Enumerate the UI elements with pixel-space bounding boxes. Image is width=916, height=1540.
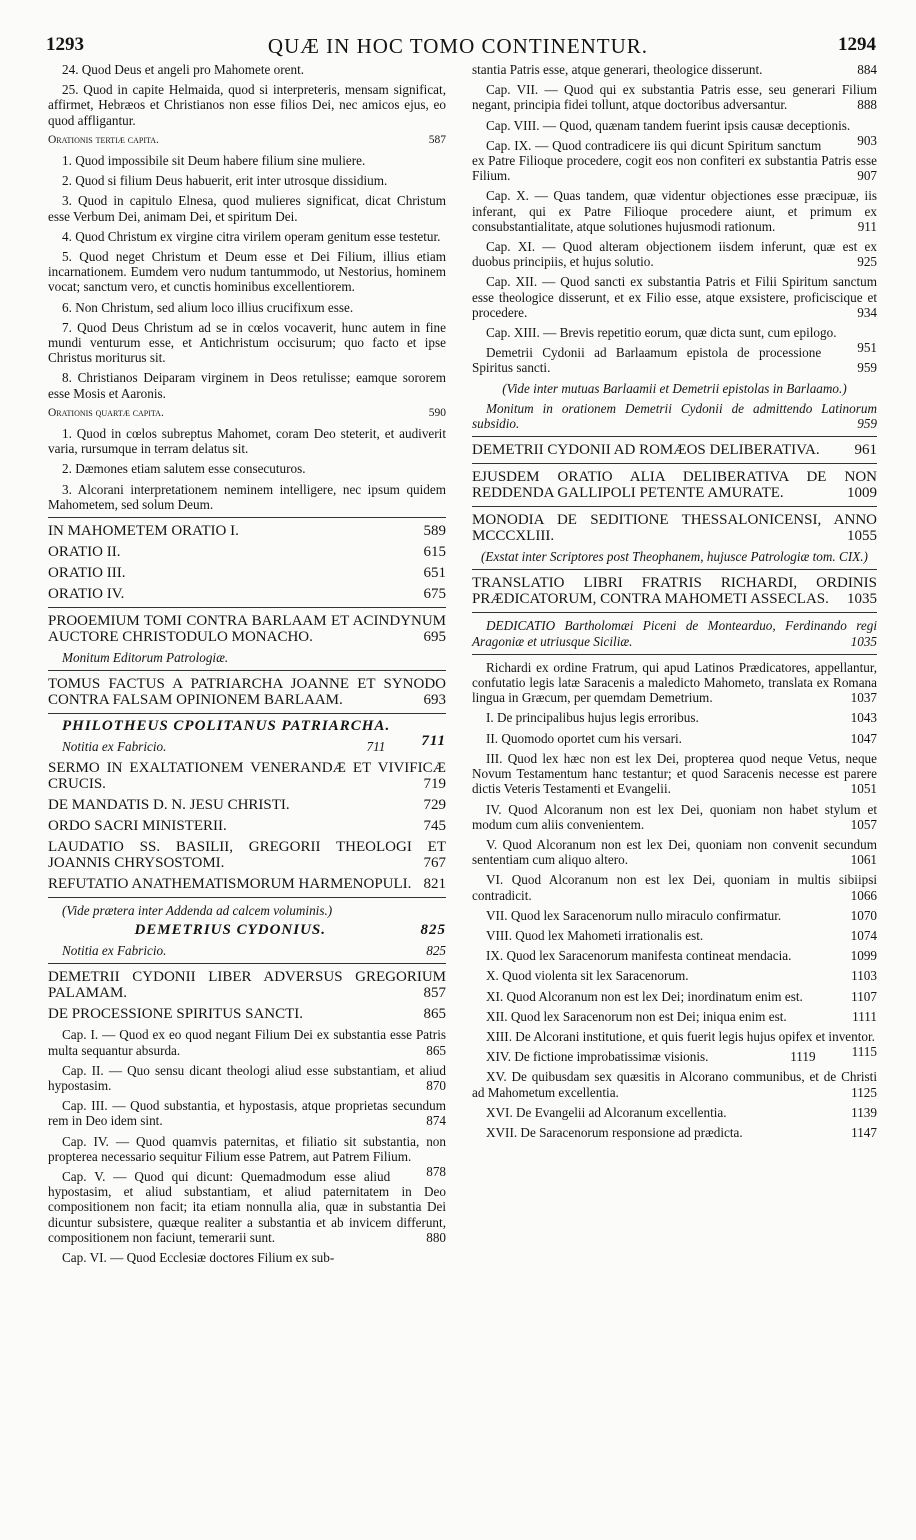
toc-entry — [48, 193, 446, 223]
toc-entry — [472, 549, 877, 564]
toc-entry-text: 3. Alcorani interpretationem neminem intelligere, nec ipsum quidem Mahometem, sed solum Deum. — [48, 481, 446, 512]
section-rule — [48, 607, 446, 608]
toc-page-number: 590 — [428, 406, 446, 419]
toc-page-number: 1107 — [851, 988, 877, 1004]
toc-entry-text: Cap. X. — Quas tandem, quæ videntur objectiones esse præcipuæ, iis inferant, qui ex Patre Filioque procedere aiunt, et primum ex consubstantialitate, atque solutiones hujusmodi rationum. 911 — [472, 188, 877, 234]
toc-entry-text: DEMETRII CYDONII LIBER ADVERSUS GREGORIUM PALAMAM. 857 — [48, 969, 446, 1002]
toc-page-number: 825 — [420, 921, 446, 938]
toc-entry-text: MONODIA DE SEDITIONE THESSALONICENSI, ANNO MCCCXLIII. 1055 — [472, 512, 877, 545]
toc-entry-text: SERMO IN EXALTATIONEM VENERANDÆ ET VIVIFICÆ CRUCIS. 719 — [48, 759, 446, 792]
right-column — [472, 62, 877, 1145]
toc-page-number: 1070 — [850, 907, 877, 923]
toc-entry-text: Cap. XI. — Quod alteram objectionem iisdem inferunt, quæ est ex duobus principiis, et hujus solutio. 925 — [472, 239, 877, 270]
toc-entry — [48, 173, 446, 188]
toc-entry — [472, 469, 877, 501]
toc-entry — [48, 461, 446, 476]
toc-entry-text: 25. Quod in capite Helmaida, quod si interpreteris, mensam significat, affirmet, Hebræos et Christianos non esse filios Dei, nec amicos ejus, eo quod affligantur. — [48, 82, 446, 128]
toc-page-number: 1111 — [852, 1008, 877, 1024]
toc-page-number: 711 — [421, 733, 446, 750]
toc-entry — [472, 751, 877, 797]
toc-entry-text: 7. Quod Deus Christum ad se in cœlos vocaverit, hunc autem in fine mundi venturum esse, et Antichristum occisurum; quo facto et ipse Christus moriturus sit. — [48, 319, 446, 366]
toc-entry-text: Cap. I. — Quod ex eo quod negant Filium Dei ex substantia esse Patris multa sequantur absurda. 865 — [48, 1027, 446, 1058]
toc-page-number: 934 — [857, 304, 877, 320]
toc-entry-text: ORATIO II. 615 — [48, 544, 446, 561]
toc-entry — [48, 1098, 446, 1128]
toc-entry — [472, 837, 877, 867]
toc-page-number: 711 — [366, 739, 386, 755]
toc-page-number: 865 — [426, 1042, 446, 1058]
toc-entry-text: VII. Quod lex Saracenorum nullo miraculo confirmatur. 1070 — [486, 907, 877, 923]
running-header — [0, 34, 916, 60]
toc-entry — [48, 406, 446, 421]
toc-entry — [48, 249, 446, 295]
page-number-left: 1293 — [46, 34, 84, 55]
toc-entry — [472, 401, 877, 431]
toc-entry — [48, 876, 446, 892]
toc-page-number: 888 — [857, 97, 877, 113]
toc-page-number: 767 — [423, 854, 446, 871]
section-rule — [472, 463, 877, 464]
section-rule — [472, 436, 877, 437]
toc-entry — [48, 1133, 446, 1179]
toc-entry-text: 8. Christianos Deiparam virginem in Deos retulisse; eamque sororem esse Mosis et Aaronis. — [48, 370, 446, 401]
toc-page-number: 1009 — [847, 485, 877, 502]
toc-entry-text: Richardi ex ordine Fratrum, qui apud Latinos Prædicatores, appellantur, confutatio legis latæ Saracenis a maledicto Mahometo, translata ex Romana lingua in Græcum, per quemdam Demetrium. 1037 — [472, 659, 877, 706]
toc-entry — [472, 188, 877, 234]
toc-entry-text: ORATIO IV. 675 — [48, 586, 446, 603]
toc-entry-text: PROOEMIUM TOMI CONTRA BARLAAM ET ACINDYNUM AUCTORE CHRISTODULO MONACHO. 695 — [48, 613, 446, 646]
toc-entry-text: TRANSLATIO LIBRI FRATRIS RICHARDI, ORDINIS PRÆDICATORUM, CONTRA MAHOMETI ASSECLAS. 1035 — [472, 575, 877, 608]
toc-entry — [48, 229, 446, 244]
toc-entry-text: VI. Quod Alcoranum non est lex Dei, quoniam in multis sibiipsi contradicit. 1066 — [472, 872, 877, 903]
toc-entry — [472, 325, 877, 356]
toc-entry-text: Monitum in orationem Demetrii Cydonii de admittendo Latinorum subsidio. 959 — [472, 400, 877, 432]
toc-entry-text: V. Quod Alcoranum non est lex Dei, quoniam non convenit secundum sententiam cum aliquo altero. 1061 — [472, 836, 877, 868]
toc-entry — [472, 948, 877, 963]
section-rule — [48, 897, 446, 898]
toc-entry-text: 2. Quod si filium Deus habuerit, erit inter utrosque dissidium. — [62, 173, 388, 189]
toc-entry-text: 5. Quod neget Christum et Deum esse et Dei Filium, illius etiam incarnationem. Eumdem vero nudum tantummodo, ut Nestorius, hominem vocat; sanctum vero, et cunctis hominibus excellentiorem. — [48, 249, 446, 295]
toc-entry-text: (Vide prætera inter Addenda ad calcem voluminis.) — [62, 902, 333, 918]
toc-entry-text: IV. Quod Alcoranum non est lex Dei, quoniam non habet stylum et modum cum aliis convenientem. 1057 — [472, 801, 877, 832]
section-rule — [472, 654, 877, 655]
toc-entry — [472, 928, 877, 943]
toc-page-number: 719 — [423, 775, 446, 792]
toc-entry-text: Cap. II. — Quo sensu dicant theologi aliud esse substantiam, et aliud hypostasim. 870 — [48, 1062, 446, 1093]
toc-entry — [48, 523, 446, 539]
section-rule — [48, 670, 446, 671]
toc-entry — [472, 82, 877, 112]
toc-page-number: 961 — [854, 442, 877, 459]
toc-entry — [472, 62, 877, 77]
toc-page-number: 1043 — [850, 710, 877, 726]
toc-entry-text: Cap. XII. — Quod sancti ex substantia Patris et Filii Spiritum sanctum esse theologice disserunt, et ex Filio esse, atque exsistere, proficiscique et procedere. 934 — [472, 274, 877, 320]
toc-page-number: 878 — [426, 1163, 446, 1179]
page-number-right: 1294 — [838, 34, 876, 55]
toc-entry-text: Cap. IV. — Quod quamvis paternitas, et filiatio sit substantia, non propterea necessario sequitur Filium esse Patrem, aut Patrem Filium. 878 — [48, 1133, 446, 1179]
toc-entry — [48, 943, 446, 958]
toc-entry-text: 6. Non Christum, sed alium loco illius crucifixum esse. — [62, 299, 354, 315]
toc-entry-text: XI. Quod Alcoranum non est lex Dei; inordinatum enim est. 1107 — [486, 988, 877, 1004]
toc-entry — [472, 1049, 877, 1064]
toc-entry — [48, 544, 446, 560]
toc-page-number: 911 — [857, 218, 877, 234]
toc-page-number: 865 — [423, 1006, 446, 1023]
section-rule — [48, 713, 446, 714]
toc-page-number: 675 — [423, 586, 446, 603]
toc-entry-text: 1. Quod in cœlos subreptus Mahomet, coram Deo steterit, et audiverit varia, rursumque in terram delatus sit. — [48, 426, 446, 457]
toc-page-number: 587 — [428, 133, 446, 146]
toc-entry — [472, 117, 877, 148]
toc-entry — [472, 802, 877, 832]
toc-page-number: 695 — [423, 629, 446, 646]
toc-entry-text: Cap. XIII. — Brevis repetitio eorum, quæ dicta sunt, cum epilogo. 951 — [486, 325, 877, 356]
toc-entry-text: ORDO SACRI MINISTERII. 745 — [48, 817, 446, 834]
toc-entry — [48, 676, 446, 708]
toc-page-number: 1035 — [847, 591, 877, 608]
toc-entry-text: XII. Quod lex Saracenorum non est Dei; iniqua enim est. 1111 — [486, 1008, 877, 1024]
toc-page-number: 1119 — [790, 1049, 816, 1065]
toc-entry-text: stantia Patris esse, atque generari, theologice disserunt. 884 — [472, 62, 877, 77]
toc-entry-text: (Exstat inter Scriptores post Theophanem, hujusce Patrologiæ tom. CIX.) — [481, 549, 868, 565]
toc-page-number: 589 — [423, 523, 446, 540]
section-rule — [48, 963, 446, 964]
toc-entry — [472, 138, 877, 184]
toc-entry-text: ORATIO III. 651 — [48, 565, 446, 582]
toc-page-number: 870 — [426, 1077, 446, 1093]
toc-entry — [472, 618, 877, 648]
page-title: QUÆ IN HOC TOMO CONTINENTUR. — [267, 34, 649, 58]
toc-entry — [48, 320, 446, 366]
toc-entry — [472, 1069, 877, 1099]
toc-entry-text: IN MAHOMETEM ORATIO I. 589 — [48, 523, 446, 540]
toc-entry-text: Cap. III. — Quod substantia, et hypostasis, atque proprietas secundum rem in Deo idem sint. 874 — [48, 1098, 446, 1129]
toc-entry — [48, 760, 446, 792]
toc-page-number: 884 — [857, 62, 877, 77]
toc-entry — [472, 731, 877, 746]
toc-entry — [48, 797, 446, 813]
toc-entry — [48, 1006, 446, 1022]
toc-entry — [472, 345, 877, 375]
toc-page-number: 729 — [423, 796, 446, 813]
toc-page-number: 615 — [423, 544, 446, 561]
toc-entry — [472, 1105, 877, 1120]
section-rule — [472, 612, 877, 613]
toc-entry — [472, 575, 877, 607]
toc-entry — [48, 969, 446, 1001]
toc-entry-text: REFUTATIO ANATHEMATISMORUM HARMENOPULI. 821 — [48, 875, 446, 892]
toc-entry-text: PHILOTHEUS CPOLITANUS PATRIARCHA. 711 — [62, 718, 446, 750]
toc-entry — [48, 82, 446, 128]
toc-page-number: 1099 — [850, 948, 877, 964]
toc-entry-text: VIII. Quod lex Mahometi irrationalis est. 1074 — [486, 927, 877, 943]
toc-entry — [48, 923, 446, 938]
toc-entry — [48, 153, 446, 168]
toc-entry — [48, 300, 446, 315]
toc-entry-text: X. Quod violenta sit lex Saracenorum. 1103 — [486, 968, 877, 984]
toc-page-number: 693 — [423, 692, 446, 709]
toc-entry — [472, 989, 877, 1004]
toc-entry — [48, 426, 446, 456]
toc-page-number: 1125 — [851, 1084, 877, 1100]
toc-entry — [48, 482, 446, 512]
toc-entry-text: Demetrii Cydonii ad Barlaamum epistola de processione Spiritus sancti. 959 — [472, 345, 877, 376]
toc-entry-text: XIV. De fictione improbatissimæ visionis. 1119 — [486, 1049, 816, 1065]
toc-page-number: 825 — [426, 943, 446, 959]
toc-entry — [48, 1250, 446, 1265]
toc-entry — [472, 381, 877, 396]
toc-entry — [48, 613, 446, 645]
toc-entry-text: Orationis quartæ capita. 590 — [48, 406, 446, 421]
toc-page-number: 1055 — [847, 528, 877, 545]
toc-entry — [48, 370, 446, 400]
toc-entry — [472, 239, 877, 269]
toc-entry-text: Notitia ex Fabricio. 825 — [62, 943, 446, 959]
toc-entry — [48, 739, 446, 754]
toc-page-number: 651 — [423, 565, 446, 582]
toc-page-number: 925 — [857, 254, 877, 270]
toc-page-number: 874 — [426, 1113, 446, 1129]
toc-page-number: 907 — [857, 168, 877, 184]
toc-page-number: 1037 — [850, 690, 877, 706]
toc-entry-text: LAUDATIO SS. BASILII, GREGORII THEOLOGI ET JOANNIS CHRYSOSTOMI. 767 — [48, 838, 446, 871]
toc-entry — [48, 1063, 446, 1093]
toc-entry-text: Notitia ex Fabricio. 711 — [62, 739, 386, 755]
toc-entry-text: DEMETRII CYDONII AD ROMÆOS DELIBERATIVA. 961 — [472, 442, 877, 459]
left-column — [48, 62, 446, 1270]
toc-entry-text: Cap. IX. — Quod contradicere iis qui dicunt Spiritum sanctum ex Patre Filioque procedere, cogit eos non confiteri ex substantia Patris esse Filium. 907 — [472, 137, 877, 184]
toc-entry — [48, 839, 446, 871]
toc-entry-text: Orationis tertiæ capita. 587 — [48, 133, 446, 148]
toc-entry-text: IX. Quod lex Saracenorum manifesta contineat mendacia. 1099 — [486, 948, 877, 964]
toc-entry — [48, 818, 446, 834]
toc-page-number: 1047 — [850, 730, 877, 746]
toc-entry-text: Monitum Editorum Patrologiæ. — [62, 650, 229, 666]
toc-entry-text: DE PROCESSIONE SPIRITUS SANCTI. 865 — [48, 1006, 446, 1023]
toc-entry-text: III. Quod lex hæc non est lex Dei, propterea quod neque Vetus, neque Novum Testamentum hanc testantur; et quod Saracenis necesse est parere dictis Veteris Testamenti et Evangelii. 1051 — [472, 750, 877, 797]
toc-entry — [48, 133, 446, 148]
toc-entry — [472, 442, 877, 458]
toc-page-number: 959 — [857, 360, 877, 376]
toc-entry — [48, 586, 446, 602]
toc-entry — [472, 274, 877, 320]
toc-entry — [472, 1125, 877, 1140]
toc-page-number: 1115 — [851, 1044, 877, 1060]
section-rule — [48, 517, 446, 518]
toc-page-number: 1051 — [850, 781, 877, 797]
toc-entry — [48, 565, 446, 581]
toc-entry — [472, 660, 877, 706]
toc-page-number: 1061 — [850, 852, 877, 868]
toc-entry-text: XVI. De Evangelii ad Alcoranum excellentia. 1139 — [486, 1104, 877, 1120]
toc-entry-text: 3. Quod in capitulo Elnesa, quod mulieres significat, dicat Christum esse Verbum Dei, animam Dei, et spiritum Dei. — [48, 193, 446, 224]
toc-entry-text: DEMETRIUS CYDONIUS. 825 — [134, 921, 446, 938]
toc-entry-text: I. De principalibus hujus legis erroribus. 1043 — [486, 710, 877, 726]
toc-entry-text: XIII. De Alcorani institutione, et quis fuerit legis hujus opifex et inventor. 1115 — [486, 1028, 877, 1060]
toc-entry-text: XV. De quibusdam sex quæsitis in Alcorano communibus, et de Christi ad Mahometum excellentia. 1125 — [472, 1069, 877, 1100]
toc-entry-text: 24. Quod Deus et angeli pro Mahomete orent. — [62, 62, 305, 77]
toc-entry-text: (Vide inter mutuas Barlaamii et Demetrii epistolas in Barlaamo.) — [502, 380, 847, 396]
toc-page-number: 1103 — [851, 968, 877, 984]
toc-entry — [472, 710, 877, 725]
toc-entry-text: II. Quomodo oportet cum his versari. 1047 — [486, 730, 877, 746]
toc-entry-text: Cap. VIII. — Quod, quænam tandem fuerint ipsis causæ deceptionis. 903 — [486, 117, 877, 148]
toc-entry-text: 2. Dæmones etiam salutem esse consecuturos. — [62, 461, 306, 477]
toc-entry — [48, 1169, 446, 1245]
toc-page-number: 745 — [423, 817, 446, 834]
toc-page-number: 1035 — [850, 633, 877, 649]
toc-entry — [48, 62, 446, 77]
toc-entry-text: Cap. VII. — Quod qui ex substantia Patris esse, seu generari Filium negant, principia fidei tollunt, atque doctoribus adversantur. 888 — [472, 82, 877, 113]
toc-entry-text: TOMUS FACTUS A PATRIARCHA JOANNE ET SYNODO CONTRA FALSAM OPINIONEM BARLAAM. 693 — [48, 676, 446, 709]
toc-page-number: 1066 — [850, 887, 877, 903]
section-rule — [472, 569, 877, 570]
toc-entry — [472, 1009, 877, 1024]
toc-entry — [48, 903, 446, 918]
toc-page-number: 1057 — [850, 816, 877, 832]
section-rule — [472, 506, 877, 507]
toc-entry — [48, 1027, 446, 1057]
toc-page-number: 951 — [857, 340, 877, 356]
toc-entry — [472, 968, 877, 983]
toc-entry-text: DE MANDATIS D. N. JESU CHRISTI. 729 — [48, 796, 446, 813]
toc-page-number: 880 — [426, 1229, 446, 1245]
toc-entry-text: Cap. V. — Quod qui dicunt: Quemadmodum esse aliud hypostasim, et aliud substantiam, et aliud paternitatem in Deo compositionem non facit; ita etiam nonnulla alia, quæ in substantia Dei dicuntur subsistere, quæque realiter a substantia et ab invicem differunt, compositionem non faciunt, temerarii sunt. 880 — [48, 1168, 446, 1245]
toc-entry — [472, 512, 877, 544]
toc-entry-text: Cap. VI. — Quod Ecclesiæ doctores Filium ex sub- — [62, 1249, 335, 1265]
toc-entry — [472, 872, 877, 902]
toc-entry-text: XVII. De Saracenorum responsione ad prædicta. 1147 — [486, 1124, 877, 1140]
toc-page-number: 959 — [857, 416, 877, 432]
toc-page-number: 857 — [423, 985, 446, 1002]
toc-entry-text: 1. Quod impossibile sit Deum habere filium sine muliere. — [62, 153, 366, 169]
toc-page-number: 1074 — [850, 927, 877, 943]
toc-page-number: 821 — [423, 875, 446, 892]
toc-page-number: 903 — [857, 132, 877, 148]
toc-entry — [48, 650, 446, 665]
toc-page-number: 1139 — [851, 1104, 877, 1120]
toc-page-number: 1147 — [851, 1124, 877, 1140]
toc-entry — [472, 908, 877, 923]
toc-entry-text: 4. Quod Christum ex virgine citra virilem operam genitum esse testetur. — [62, 228, 441, 244]
toc-entry-text: EJUSDEM ORATIO ALIA DELIBERATIVA DE NON REDDENDA GALLIPOLI PETENTE AMURATE. 1009 — [472, 469, 877, 502]
toc-entry-text: DEDICATIO Bartholomæi Piceni de Montearduo, Ferdinando regi Aragoniæ et utriusque Siciliæ. 1035 — [472, 618, 877, 649]
